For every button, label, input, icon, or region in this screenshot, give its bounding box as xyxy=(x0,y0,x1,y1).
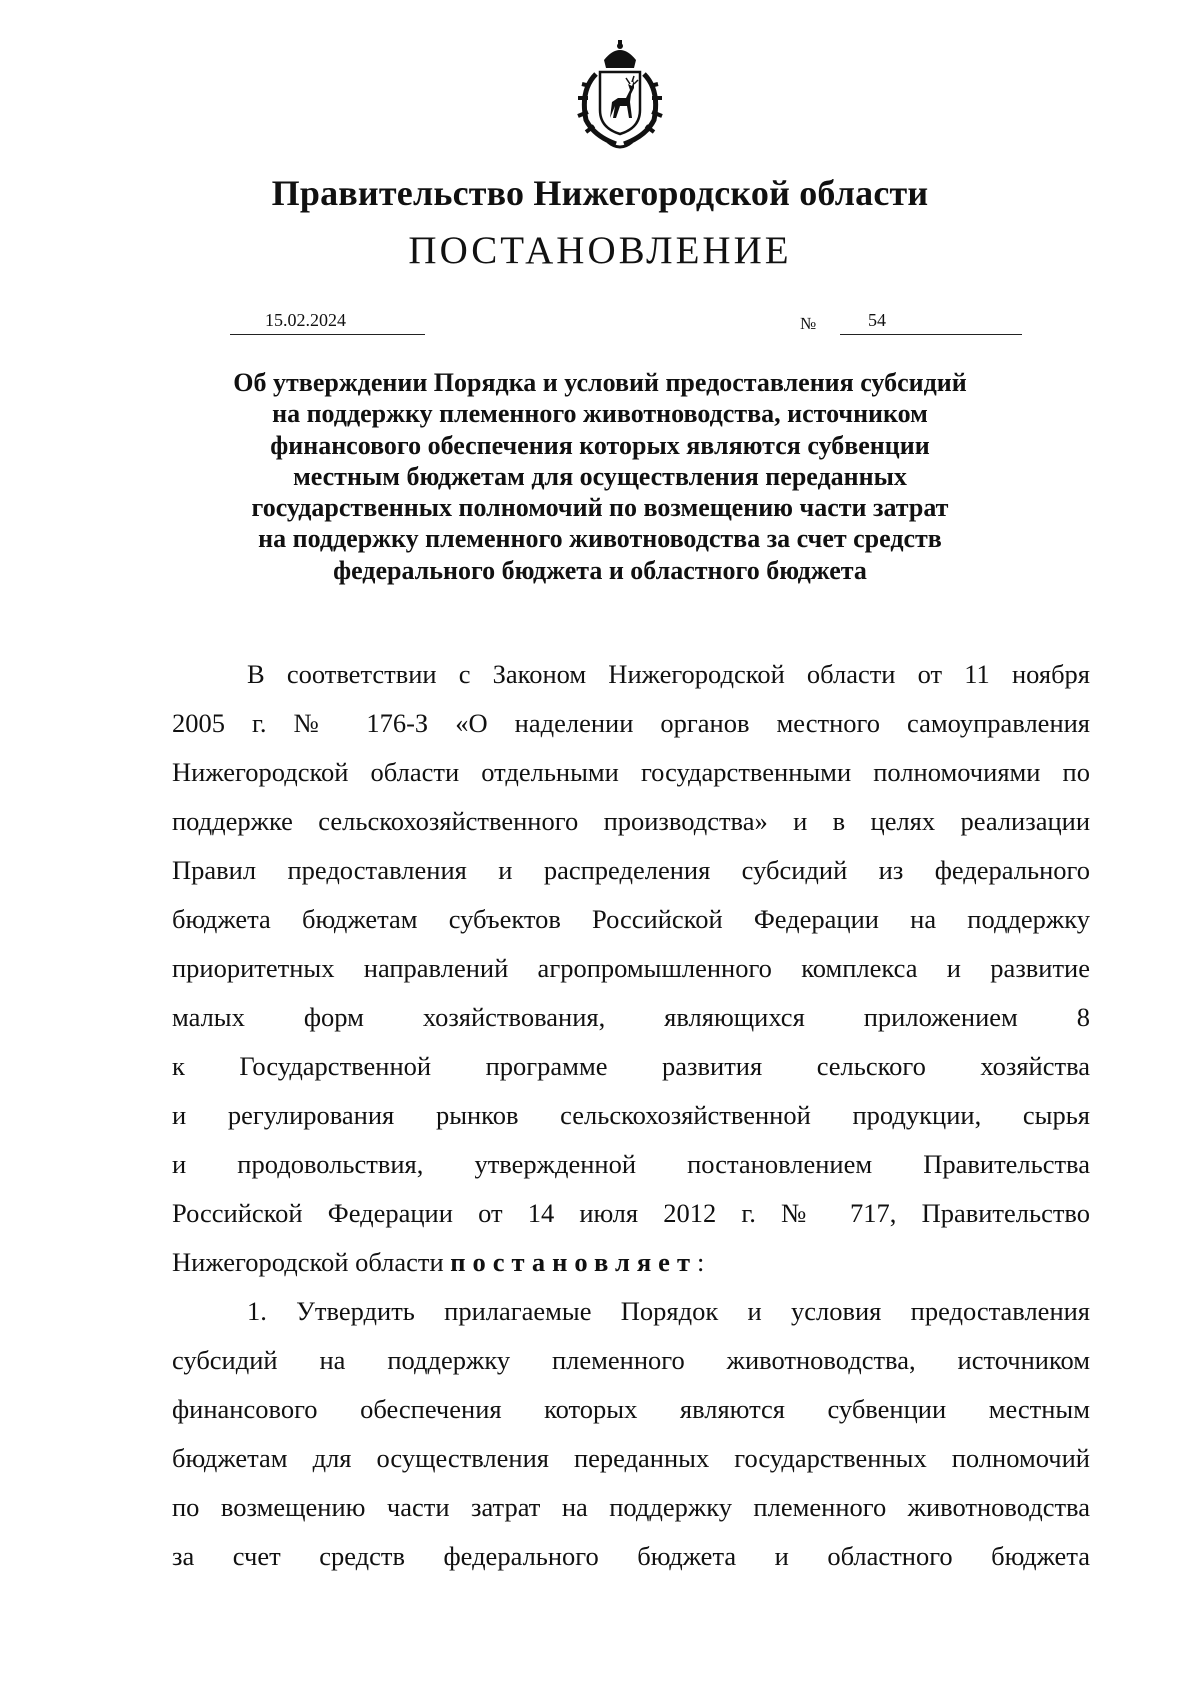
title-line: финансового обеспечения которых являются субвенции xyxy=(270,430,930,460)
body-line: 2005 г. № 176-З «О наделении органов местного самоуправления xyxy=(172,708,1090,738)
number-sign: № xyxy=(800,314,817,333)
title-line: Об утверждении Порядка и условий предоставления субсидий xyxy=(233,368,967,397)
title-line: на поддержку племенного животноводства за счет средств xyxy=(258,524,942,554)
number-field xyxy=(840,310,1022,335)
coat-of-arms-icon xyxy=(560,40,680,152)
document-title xyxy=(180,367,1020,586)
body-line: В соответствии с Законом Нижегородской области от 11 ноября xyxy=(247,659,1090,689)
resolve-prefix: Нижегородской области xyxy=(172,1247,451,1277)
resolve-suffix: : xyxy=(696,1247,705,1277)
body-line: бюджета бюджетам субъектов Российской Федерации на поддержку xyxy=(172,904,1090,934)
body-line: Российской Федерации от 14 июля 2012 г. № 717, Правительство xyxy=(172,1198,1090,1228)
body-line: малых форм хозяйствования, являющихся приложением 8 xyxy=(172,1002,1090,1032)
document-number: 54 xyxy=(868,310,886,330)
resolve-word: постановляет xyxy=(450,1247,697,1277)
body-line: приоритетных направлений агропромышленного комплекса и развитие xyxy=(172,953,1090,983)
body-line: и продовольствия, утвержденной постановлением Правительства xyxy=(172,1149,1090,1179)
body-line: по возмещению части затрат на поддержку племенного животноводства xyxy=(172,1492,1090,1522)
body-line: к Государственной программе развития сельского хозяйства xyxy=(172,1051,1090,1081)
title-line: местным бюджетам для осуществления переданных xyxy=(293,461,907,491)
body-line: субсидий на поддержку племенного животноводства, источником xyxy=(172,1345,1090,1375)
document-date: 15.02.2024 xyxy=(265,310,346,330)
title-line: федерального бюджета и областного бюджета xyxy=(333,555,867,585)
document-type: ПОСТАНОВЛЕНИЕ xyxy=(408,229,792,272)
body-line: и регулирования рынков сельскохозяйственной продукции, сырья xyxy=(172,1100,1090,1130)
resolve-line xyxy=(172,1246,1090,1278)
body-line: за счет средств федерального бюджета и областного бюджета xyxy=(172,1541,1090,1571)
body-line: Правил предоставления и распределения субсидий из федерального xyxy=(172,855,1090,885)
body-line: 1. Утвердить прилагаемые Порядок и условия предоставления xyxy=(247,1296,1090,1326)
body-line: финансового обеспечения которых являются субвенции местным xyxy=(172,1394,1090,1424)
date-field xyxy=(230,310,425,335)
title-line: на поддержку племенного животноводства, источником xyxy=(272,399,928,429)
body-line: Нижегородской области отдельными государственными полномочиями по xyxy=(172,757,1090,787)
body-line: бюджетам для осуществления переданных государственных полномочий xyxy=(172,1443,1090,1473)
title-line: государственных полномочий по возмещению части затрат xyxy=(251,493,949,523)
body-line: поддержке сельскохозяйственного производства» и в целях реализации xyxy=(172,806,1090,836)
organization-name: Правительство Нижегородской области xyxy=(271,173,929,213)
